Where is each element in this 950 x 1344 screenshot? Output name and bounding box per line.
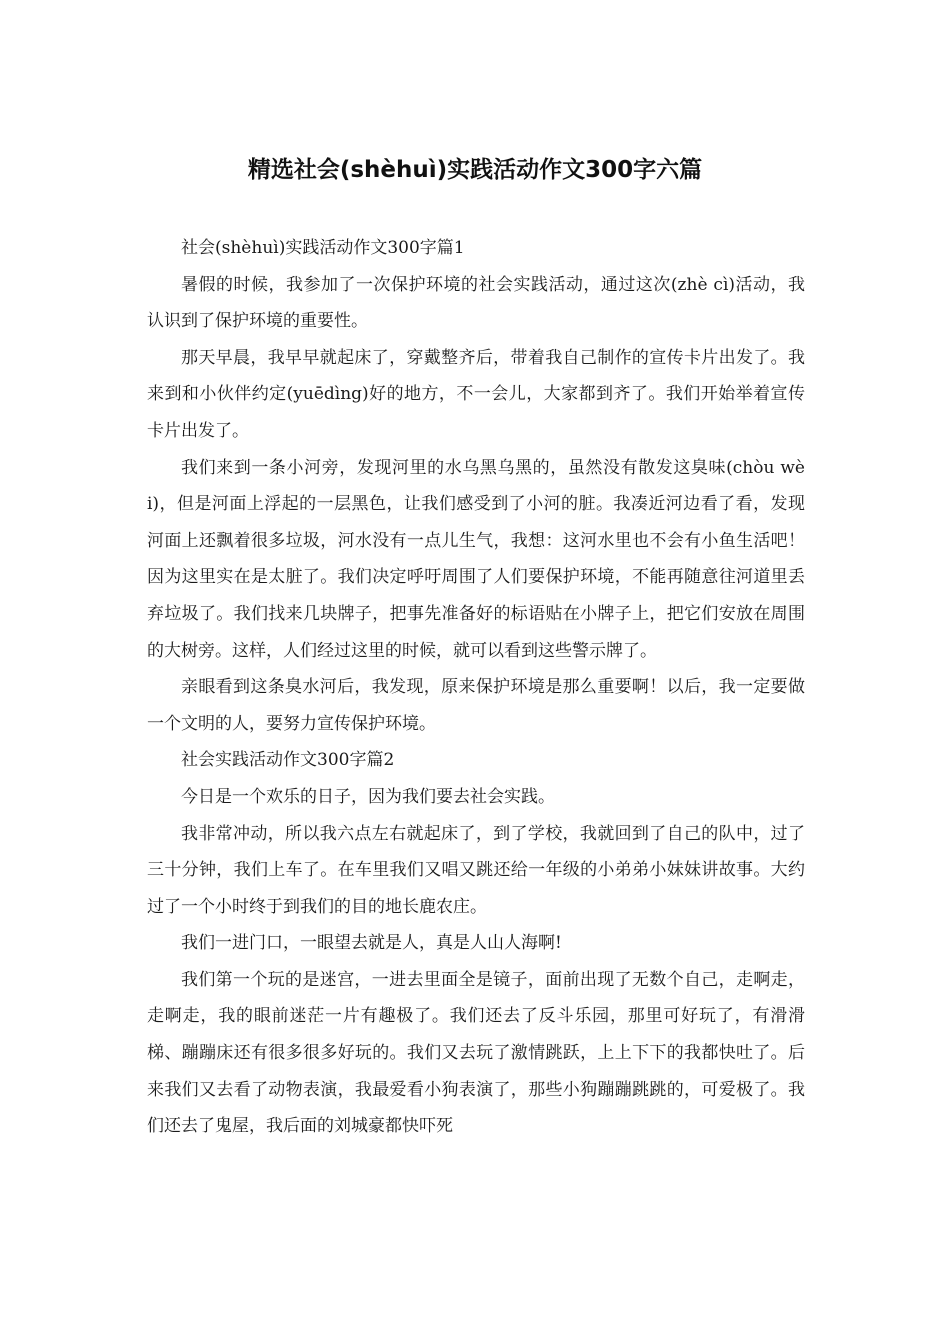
paragraph: 暑假的时候，我参加了一次保护环境的社会实践活动，通过这次(zhè cì)活动，我认识到了保护环境的重要性。	[147, 274, 805, 332]
paragraph: 今日是一个欢乐的日子，因为我们要去社会实践。	[181, 786, 555, 807]
paragraph: 我非常冲动，所以我六点左右就起床了，到了学校，我就回到了自己的队中，过了三十分钟，我们上车了。在车里我们又唱又跳还给一年级的小弟弟小妹妹讲故事。大约过了一个小时终于到我们的目的地长鹿农庄。	[147, 823, 805, 917]
paragraph: 那天早晨，我早早就起床了，穿戴整齐后，带着我自己制作的宣传卡片出发了。我来到和小伙伴约定(yuēdìng)好的地方，不一会儿，大家都到齐了。我们开始举着宣传卡片出发了。	[147, 347, 805, 441]
section-heading-1: 社会(shèhuì)实践活动作文300字篇1	[181, 238, 465, 258]
paragraph: 我们一进门口，一眼望去就是人，真是人山人海啊!	[181, 933, 562, 954]
paragraph: 我们第一个玩的是迷宫，一进去里面全是镜子，面前出现了无数个自己，走啊走，走啊走，我的眼前迷茫一片有趣极了。我们还去了反斗乐园，那里可好玩了，有滑滑梯、蹦蹦床还有很多很多好玩的。我们又去玩了激情跳跃，上上下下的我都快吐了。后来我们又去看了动物表演，我最爱看小狗表演了，那些小狗蹦蹦跳跳的，可爱极了。我们还去了鬼屋，我后面的刘城豪都快吓死	[147, 969, 805, 1137]
paragraph: 我们来到一条小河旁，发现河里的水乌黑乌黑的，虽然没有散发这臭味(chòu wèi)，但是河面上浮起的一层黑色，让我们感受到了小河的脏。我凑近河边看了看，发现河面上还飘着很多垃圾，河水没有一点儿生气，我想：这河水里也不会有小鱼生活吧！因为这里实在是太脏了。我们决定呼吁周围了人们要保护环境，不能再随意往河道里丢弃垃圾了。我们找来几块牌子，把事先准备好的标语贴在小牌子上，把它们安放在周围的大树旁。这样，人们经过这里的时候，就可以看到这些警示牌了。	[147, 457, 805, 661]
paragraph: 亲眼看到这条臭水河后，我发现，原来保护环境是那么重要啊！以后，我一定要做一个文明的人，要努力宣传保护环境。	[147, 677, 805, 734]
section-heading-2: 社会实践活动作文300字篇2	[181, 750, 395, 771]
document-title: 精选社会(shèhuì)实践活动作文300字六篇	[247, 157, 703, 183]
document-body	[147, 230, 805, 1145]
